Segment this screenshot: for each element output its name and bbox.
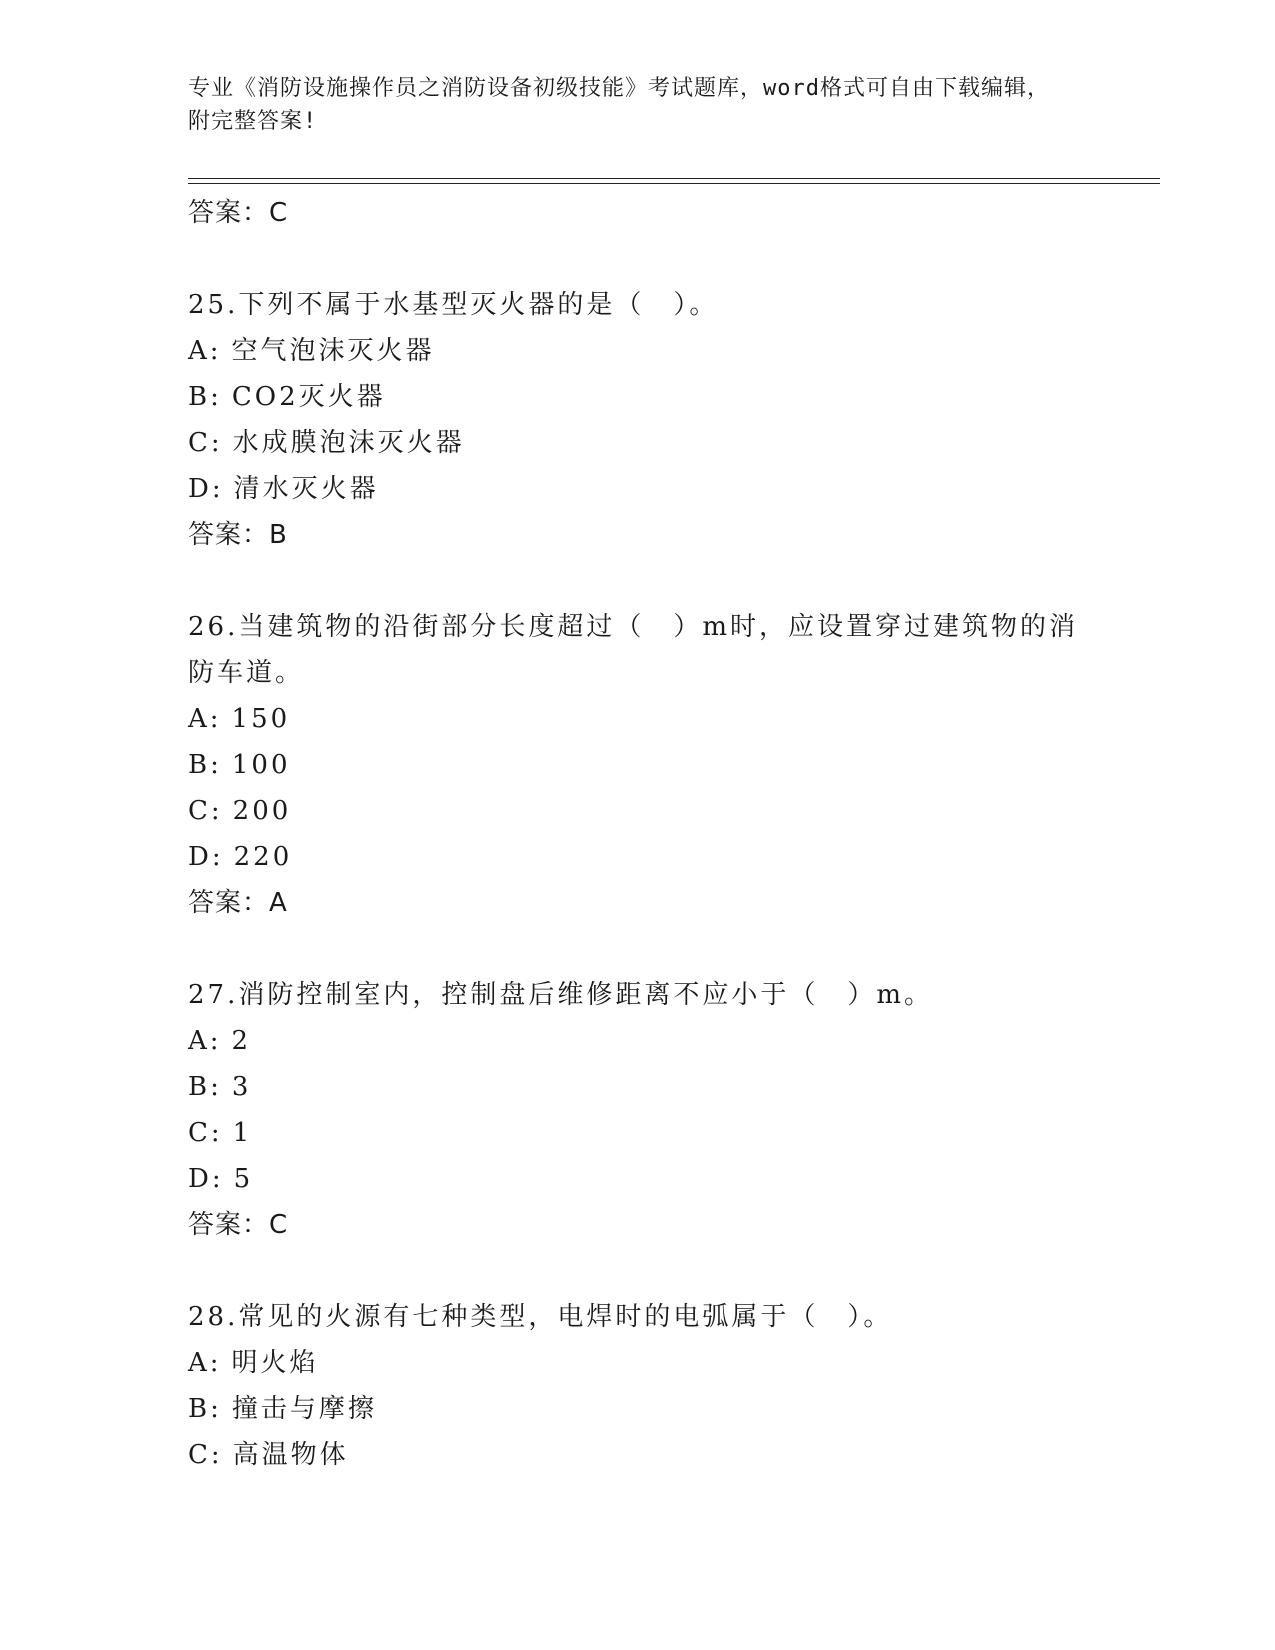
- option-a: [188, 328, 1088, 374]
- question-stem: 27.消防控制室内，控制盘后维修距离不应小于（ ）m。: [188, 980, 934, 1010]
- document-header: 专业《消防设施操作员之消防设备初级技能》考试题库，word格式可自由下载编辑，附完整答案!: [188, 76, 1050, 134]
- option-a: [188, 1340, 1088, 1386]
- option-text: 200: [232, 796, 292, 826]
- question-stem: 26.当建筑物的沿街部分长度超过（ ）m时，应设置穿过建筑物的消防车道。: [188, 612, 1079, 688]
- answer-line: [188, 880, 1088, 926]
- option-letter: C:: [188, 796, 223, 826]
- option-letter: A:: [188, 1348, 222, 1378]
- answer-label: 答案：: [188, 520, 270, 550]
- option-letter: B:: [188, 1072, 222, 1102]
- option-d: [188, 1156, 1088, 1202]
- question-stem: 25.下列不属于水基型灭火器的是（ ）。: [188, 290, 719, 320]
- option-d: [188, 466, 1088, 512]
- question-block: [188, 282, 1088, 558]
- header-rule-top: [188, 178, 1160, 179]
- option-letter: A:: [188, 1026, 222, 1056]
- option-text: 清水灭火器: [233, 474, 379, 504]
- option-text: 100: [231, 750, 291, 780]
- spacer: [188, 236, 1088, 282]
- option-a: [188, 696, 1088, 742]
- option-letter: B:: [188, 750, 222, 780]
- answer-label: 答案：: [188, 198, 270, 228]
- option-letter: C:: [188, 1440, 223, 1470]
- question-list: [188, 190, 1088, 1478]
- question-stem: 28.常见的火源有七种类型，电焊时的电弧属于（ ）。: [188, 1302, 893, 1332]
- answer-value: B: [269, 520, 288, 550]
- answer-value: C: [269, 1210, 289, 1240]
- option-c: [188, 420, 1088, 466]
- option-c: [188, 1110, 1088, 1156]
- option-letter: C:: [188, 428, 223, 458]
- option-text: 明火焰: [231, 1348, 319, 1378]
- option-letter: D:: [188, 1164, 224, 1194]
- question-block: [188, 972, 1088, 1248]
- spacer: [188, 558, 1088, 604]
- option-text: 空气泡沫灭火器: [231, 336, 435, 366]
- option-letter: D:: [188, 842, 224, 872]
- option-d: [188, 834, 1088, 880]
- answer-value: C: [269, 198, 289, 228]
- answer-line: [188, 190, 1088, 236]
- option-letter: A:: [188, 336, 222, 366]
- option-text: CO2灭火器: [231, 382, 386, 412]
- option-text: 2: [231, 1026, 252, 1056]
- option-text: 高温物体: [232, 1440, 349, 1470]
- option-b: [188, 1064, 1088, 1110]
- option-b: [188, 742, 1088, 788]
- option-letter: B:: [188, 1394, 222, 1424]
- option-letter: C:: [188, 1118, 223, 1148]
- option-text: 水成膜泡沫灭火器: [232, 428, 465, 458]
- spacer: [188, 926, 1088, 972]
- question-block: [188, 604, 1088, 926]
- answer-value: A: [269, 888, 288, 918]
- question-block: [188, 1294, 1088, 1478]
- answer-line: [188, 512, 1088, 558]
- option-text: 5: [233, 1164, 254, 1194]
- spacer: [188, 1248, 1088, 1294]
- option-text: 3: [231, 1072, 252, 1102]
- option-b: [188, 1386, 1088, 1432]
- option-text: 150: [231, 704, 291, 734]
- option-b: [188, 374, 1088, 420]
- option-c: [188, 788, 1088, 834]
- option-letter: B:: [188, 382, 222, 412]
- option-c: [188, 1432, 1088, 1478]
- option-text: 1: [232, 1118, 253, 1148]
- answer-label: 答案：: [188, 1210, 270, 1240]
- option-a: [188, 1018, 1088, 1064]
- answer-label: 答案：: [188, 888, 270, 918]
- option-text: 撞击与摩擦: [231, 1394, 377, 1424]
- option-letter: D:: [188, 474, 224, 504]
- header-rule-bottom: [188, 183, 1160, 184]
- answer-line: [188, 1202, 1088, 1248]
- option-text: 220: [233, 842, 293, 872]
- option-letter: A:: [188, 704, 222, 734]
